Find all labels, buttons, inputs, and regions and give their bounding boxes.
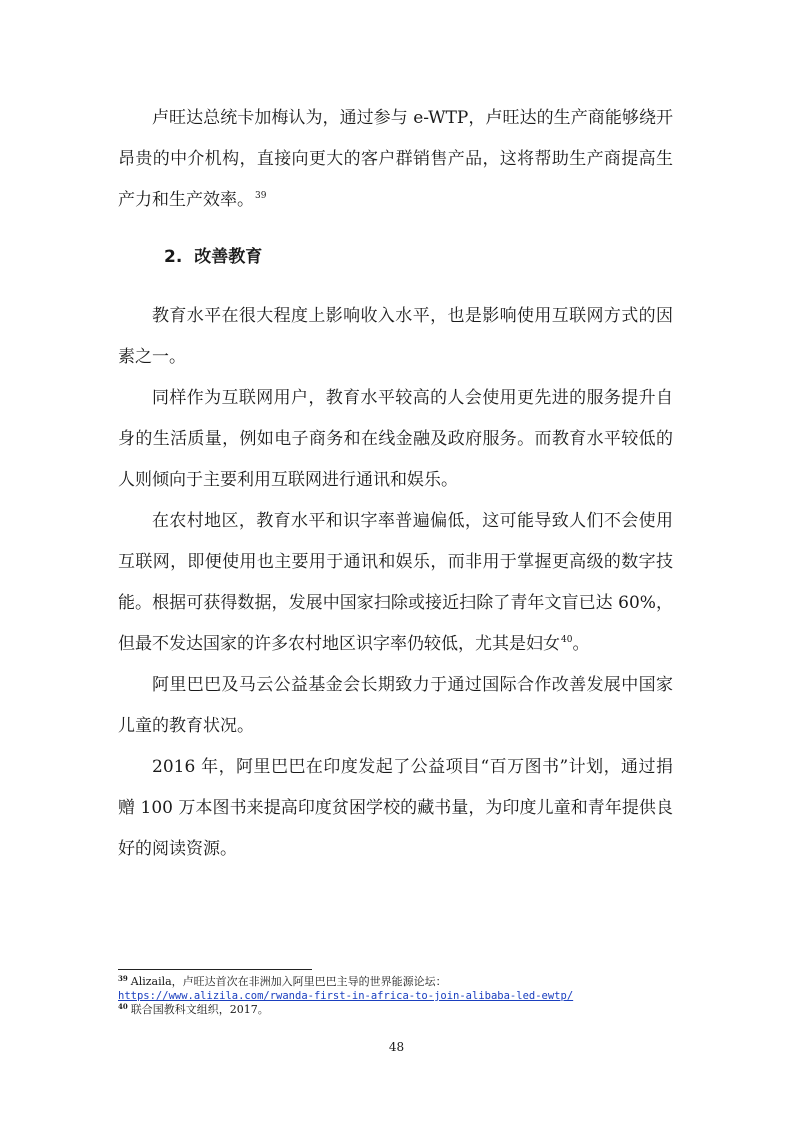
paragraph-rural-areas (118, 501, 673, 665)
footnote-39 (118, 975, 678, 1003)
footnote-divider (118, 969, 312, 970)
footnote-mark: 39 (118, 974, 128, 983)
footnotes (118, 975, 678, 1017)
intro-text: 卢旺达总统卡加梅认为，通过参与 e-WTP，卢旺达的生产商能够绕开昂贵的中介机构，直接向更大的客户群销售产品，这将帮助生产商提高生产力和生产效率。 (118, 108, 673, 210)
paragraph-tail: 。 (572, 634, 590, 654)
paragraph-text: 2016 年，阿里巴巴在印度发起了公益项目“百万图书”计划，通过捐赠 100 万本图书来提高印度贫困学校的藏书量，为印度儿童和青年提供良好的阅读资源。 (118, 757, 673, 859)
paragraph-text: 在农村地区，教育水平和识字率普遍偏低，这可能导致人们不会使用互联网，即便使用也主要用于通讯和娱乐，而非用于掌握更高级的数字技能。根据可获得数据，发展中国家扫除或接近扫除了青年文盲已达 60%，但最不发达国家的许多农村地区识字率仍较低，尤其是妇女 (118, 511, 673, 654)
intro-paragraph (118, 98, 673, 221)
paragraph-alibaba-foundation (118, 665, 673, 747)
section-number: 2. (164, 247, 183, 267)
footnote-ref-40[interactable]: 40 (561, 635, 573, 645)
footnote-mark: 40 (118, 1002, 128, 1011)
section-title: 改善教育 (194, 247, 263, 267)
paragraph-million-books (118, 747, 673, 870)
footnote-40 (118, 1003, 678, 1017)
paragraph-text: 教育水平在很大程度上影响收入水平，也是影响使用互联网方式的因素之一。 (118, 306, 673, 367)
section-heading (164, 242, 262, 272)
body-paragraphs (118, 296, 673, 870)
paragraph-education-income (118, 296, 673, 378)
paragraph-text: 阿里巴巴及马云公益基金会长期致力于通过国际合作改善发展中国家儿童的教育状况。 (118, 675, 673, 736)
footnote-link[interactable]: https://www.alizila.com/rwanda-first-in-africa-to-join-alibaba-led-ewtp/ (118, 990, 574, 1002)
footnote-text: Alizaila，卢旺达首次在非洲加入阿里巴巴主导的世界能源论坛： (130, 975, 447, 988)
paragraph-text: 同样作为互联网用户，教育水平较高的人会使用更先进的服务提升自身的生活质量，例如电子商务和在线金融及政府服务。而教育水平较低的人则倾向于主要利用互联网进行通讯和娱乐。 (118, 388, 673, 490)
footnote-text: 联合国教科文组织，2017。 (130, 1003, 269, 1016)
page-number: 48 (388, 1040, 405, 1054)
footnote-ref-39[interactable]: 39 (255, 191, 267, 201)
paragraph-internet-users (118, 378, 673, 501)
